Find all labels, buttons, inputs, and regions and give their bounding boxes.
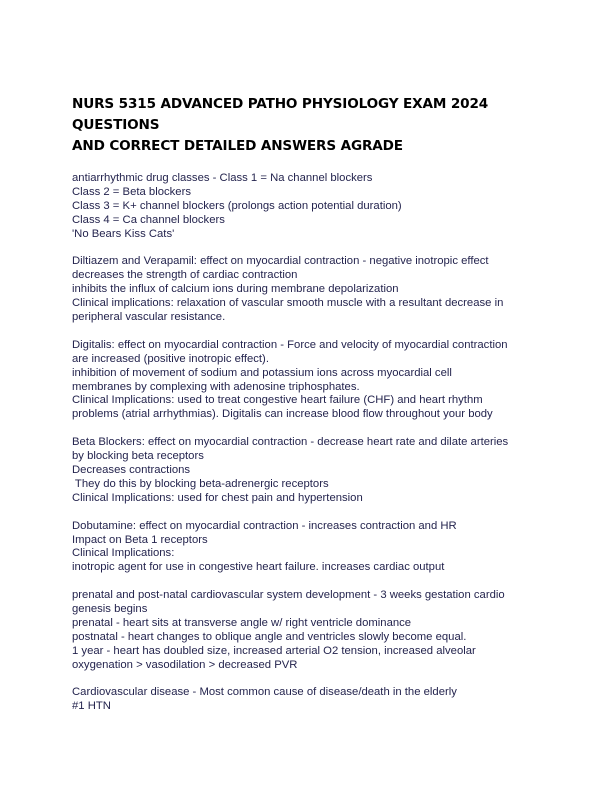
text-line: by blocking beta receptors bbox=[72, 450, 204, 463]
text-line: Clinical implications: relaxation of vascular smooth muscle with a resultant decrease in bbox=[72, 297, 504, 310]
text-line: Clinical Implications: bbox=[72, 547, 175, 560]
text-line: 1 year - heart has doubled size, increased arterial O2 tension, increased alveolar bbox=[72, 644, 476, 657]
text-line: Cardiovascular disease - Most common cause of disease/death in the elderly bbox=[72, 686, 457, 699]
text-line: Beta Blockers: effect on myocardial contraction - decrease heart rate and dilate arteries bbox=[72, 436, 509, 449]
document-title-line-2: AND CORRECT DETAILED ANSWERS AGRADE bbox=[72, 138, 403, 154]
text-line: Dobutamine: effect on myocardial contraction - increases contraction and HR bbox=[72, 519, 457, 532]
text-line: antiarrhythmic drug classes - Class 1 = Na channel blockers bbox=[72, 172, 373, 184]
text-line: #1 HTN bbox=[72, 700, 111, 713]
text-line: problems (atrial arrhythmias). Digitalis can increase blood flow throughout your body bbox=[72, 408, 493, 421]
text-line: prenatal - heart sits at transverse angle w/ right ventricle dominance bbox=[72, 616, 412, 629]
text-line: genesis begins bbox=[72, 603, 148, 616]
qa-block-digitalis bbox=[72, 339, 547, 422]
qa-block-antiarrhythmic-classes bbox=[72, 172, 547, 242]
text-line: peripheral vascular resistance. bbox=[72, 311, 226, 324]
text-line: inhibition of movement of sodium and potassium ions across myocardial cell bbox=[72, 366, 452, 379]
document-body bbox=[72, 172, 547, 728]
text-line: Decreases contractions bbox=[72, 463, 191, 476]
text-line: Impact on Beta 1 receptors bbox=[72, 533, 208, 546]
qa-block-diltiazem-verapamil bbox=[72, 255, 547, 325]
text-line: inhibits the influx of calcium ions during membrane depolarization bbox=[72, 283, 399, 296]
qa-block-dobutamine bbox=[72, 520, 547, 576]
text-line: Class 3 = K+ channel blockers (prolongs action potential duration) bbox=[72, 199, 402, 212]
qa-block-beta-blockers bbox=[72, 436, 547, 506]
text-line: 'No Bears Kiss Cats' bbox=[72, 227, 175, 240]
qa-block-cardiovascular-disease bbox=[72, 686, 547, 714]
text-line: decreases the strength of cardiac contraction bbox=[72, 269, 298, 282]
text-line: postnatal - heart changes to oblique angle and ventricles slowly become equal. bbox=[72, 630, 467, 643]
text-line: are increased (positive inotropic effect). bbox=[72, 352, 269, 365]
text-line: Digitalis: effect on myocardial contraction - Force and velocity of myocardial contraction bbox=[72, 338, 508, 351]
document-title bbox=[72, 94, 542, 157]
text-line: Diltiazem and Verapamil: effect on myocardial contraction - negative inotropic effect bbox=[72, 255, 489, 268]
document-title-line-1: NURS 5315 ADVANCED PATHO PHYSIOLOGY EXAM 2024 QUESTIONS bbox=[72, 96, 489, 133]
text-line: membranes by complexing with adenosine triphosphates. bbox=[72, 380, 360, 393]
text-line: prenatal and post-natal cardiovascular system development - 3 weeks gestation cardio bbox=[72, 589, 505, 602]
text-line: Class 2 = Beta blockers bbox=[72, 185, 191, 198]
qa-block-cardiovascular-development bbox=[72, 589, 547, 672]
text-line: oxygenation > vasodilation > decreased PVR bbox=[72, 658, 298, 671]
text-line: Class 4 = Ca channel blockers bbox=[72, 213, 225, 226]
text-line: inotropic agent for use in congestive heart failure. increases cardiac output bbox=[72, 561, 445, 574]
text-line: They do this by blocking beta-adrenergic receptors bbox=[72, 477, 329, 490]
text-line: Clinical Implications: used to treat congestive heart failure (CHF) and heart rhythm bbox=[72, 394, 483, 407]
text-line: Clinical Implications: used for chest pain and hypertension bbox=[72, 491, 363, 504]
